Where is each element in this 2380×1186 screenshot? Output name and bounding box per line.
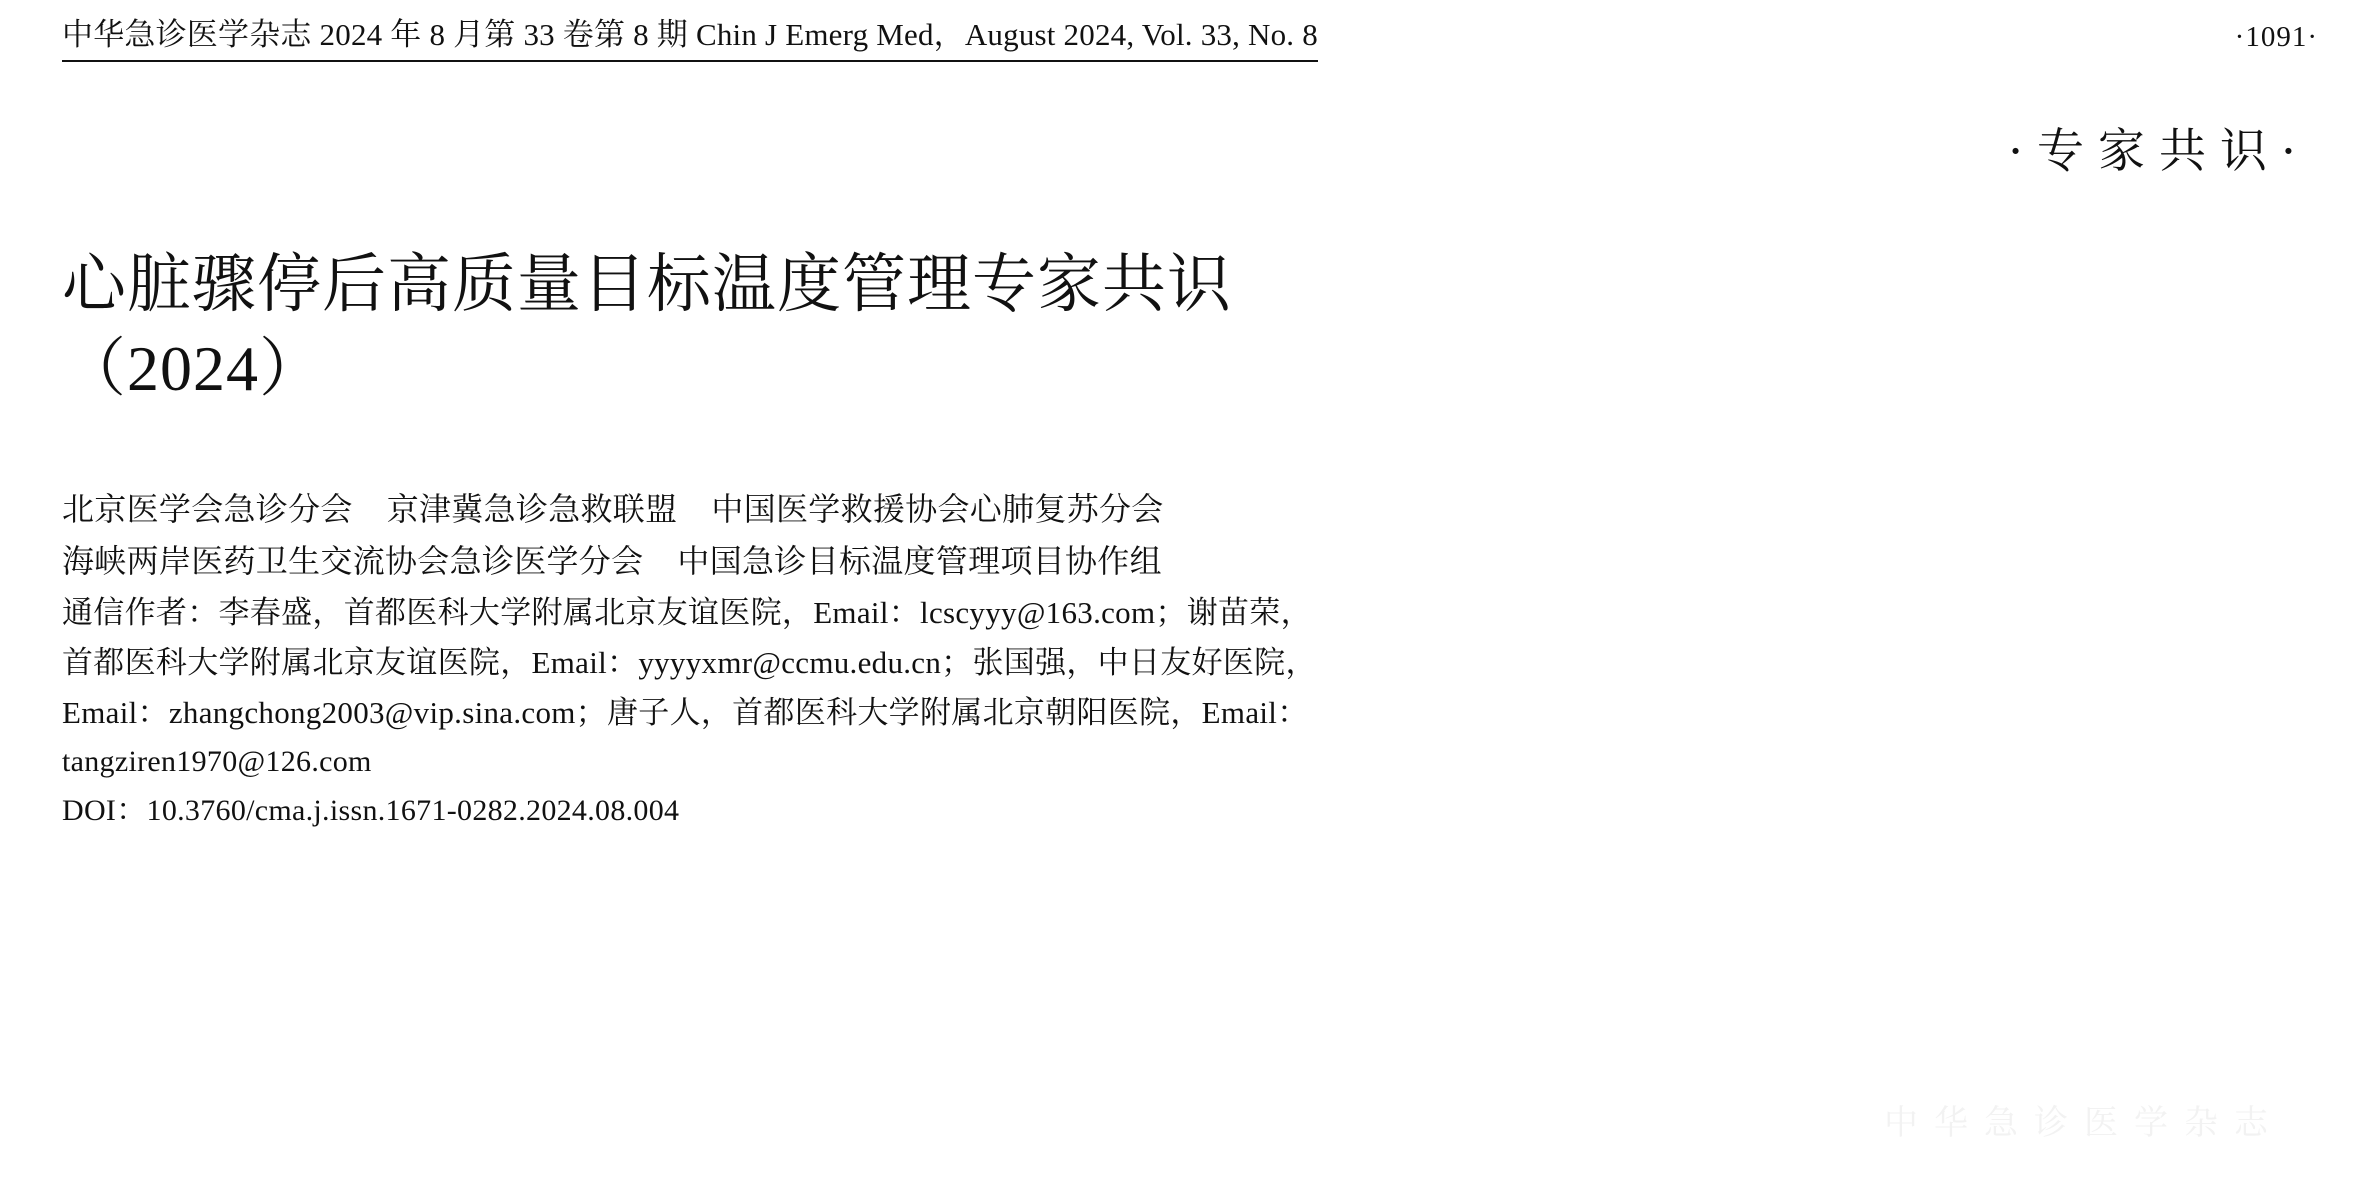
correspondence-line-2: 首都医科大学附属北京友谊医院，Email：yyyyxmr@ccmu.edu.cn；张国强，中日友好医院， (62, 644, 1317, 680)
affiliation-1b: 京津冀急诊急救联盟 (386, 490, 678, 527)
title-line-2: （2024） (62, 333, 324, 405)
page-title (62, 243, 2318, 412)
journal-running-head-text: 中华急诊医学杂志 2024 年 8 月第 33 卷第 8 期 Chin J Emerg Med，August 2024, Vol. 33, No. 8 (62, 16, 1318, 62)
doi-line: DOI：10.3760/cma.j.issn.1671-0282.2024.08.004 (62, 793, 680, 827)
article-meta (62, 484, 2318, 836)
running-head (62, 0, 2318, 62)
affiliation-line-2 (62, 536, 2318, 588)
watermark-text: 中华急诊医学杂志 (1884, 1105, 2284, 1142)
title-line-1: 心脏骤停后高质量目标温度管理专家共识 (62, 249, 1232, 320)
affiliation-1a: 北京医学会急诊分会 (62, 490, 353, 527)
correspondence-line-4: tangziren1970@126.com (62, 745, 372, 779)
correspondence-line-3: Email：zhangchong2003@vip.sina.com；唐子人，首都医科大学附属北京朝阳医院，Email： (62, 695, 1309, 731)
affiliation-1c: 中国医学救援协会心肺复苏分会 (711, 490, 1164, 527)
affiliation-2b: 中国急诊目标温度管理项目协作组 (677, 542, 1162, 579)
page-number: ·1091· (2234, 21, 2318, 54)
correspondence-line-1: 通信作者：李春盛，首都医科大学附属北京友谊医院，Email：lcscyyy@163.com；谢苗荣， (62, 594, 1312, 630)
section-kicker: ·专家共识· (2008, 124, 2310, 179)
affiliation-2a: 海峡两岸医药卫生交流协会急诊医学分会 (62, 542, 644, 579)
affiliation-line-1 (62, 484, 2318, 536)
